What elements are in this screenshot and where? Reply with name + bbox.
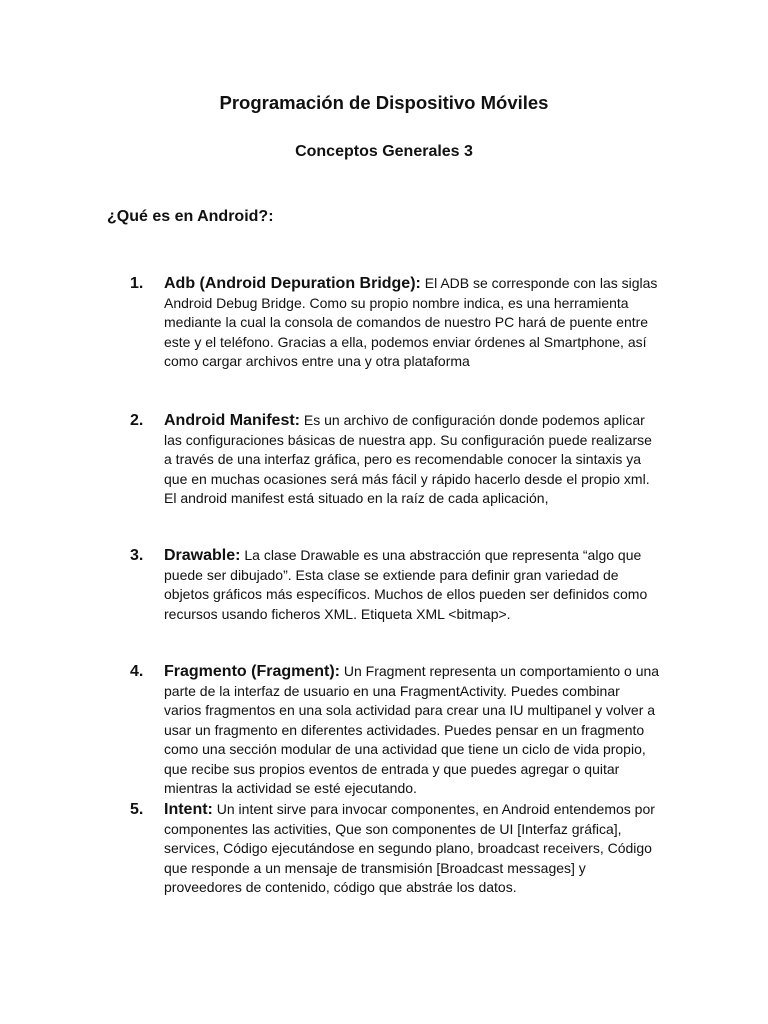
term-heading: Intent: — [164, 801, 213, 818]
term-definition: Es un archivo de configuración donde podemos aplicar las configuraciones básicas de nuestra app. Su configuración puede realizarse a través de una interfaz gráfica, pero es recomendable conocer la sintaxis ya que en muchas ocasiones será más fácil y rápido hacerlo desde el propio xml. El android manifest está situado en la raíz de cada aplicación, — [164, 412, 652, 506]
section-question: ¿Qué es en Android?: — [107, 208, 274, 225]
list-number: 4. — [130, 663, 144, 680]
list-number: 3. — [130, 547, 144, 564]
term-definition: El ADB se corresponde con las siglas Android Debug Bridge. Como su propio nombre indica, es una herramienta mediante la cual la consola de comandos de nuestro PC hará de puente entre este y el teléfono. Gracias a ella, podemos enviar órdenes al Smartphone, así como cargar archivos entre una y otra plataforma — [164, 275, 658, 369]
term-definition: Un Fragment representa un comportamiento o una parte de la interfaz de usuario en una FragmentActivity. Puedes combinar varios fragmentos en una sola actividad para crear una IU multipanel y volver a usar un fragmento en diferentes actividades. Puedes pensar en un fragmento como una sección modular de una actividad que tiene un ciclo de vida propio, que recibe sus propios eventos de entrada y que puedes agregar o quitar mientras la actividad se esté ejecutando. — [164, 663, 660, 796]
list-item-content — [164, 411, 660, 509]
list-item-content — [164, 800, 660, 898]
term-heading: Adb (Android Depuration Bridge): — [164, 275, 421, 292]
list-item-adb — [130, 274, 660, 372]
list-item-drawable — [130, 546, 660, 624]
list-item-content — [164, 274, 660, 372]
term-heading: Drawable: — [164, 547, 241, 564]
term-definition: Un intent sirve para invocar componentes, en Android entendemos por componentes las activities, Que son componentes de UI [Interfaz gráfica], services, Código ejecutándose en segundo plano, broadcast receivers, Código que responde a un mensaje de transmisión [Broadcast messages] y proveedores de contenido, código que abstráe los datos. — [164, 801, 655, 895]
list-number: 1. — [130, 275, 144, 292]
list-number: 5. — [130, 801, 144, 818]
term-definition: La clase Drawable es una abstracción que representa “algo que puede ser dibujado”. Esta clase se extiende para definir gran variedad de objetos gráficos más específicos. Muchos de ellos pueden ser definidos como recursos usando ficheros XML. Etiqueta XML <bitmap>. — [164, 547, 648, 622]
list-item-android-manifest — [130, 411, 660, 509]
list-item-intent — [130, 800, 660, 898]
list-item-content — [164, 546, 660, 624]
document-title: Programación de Dispositivo Móviles — [219, 92, 549, 113]
list-item-content — [164, 662, 660, 799]
term-heading: Fragmento (Fragment): — [164, 663, 340, 680]
term-heading: Android Manifest: — [164, 412, 300, 429]
list-item-fragment — [130, 662, 660, 799]
document-subtitle: Conceptos Generales 3 — [295, 143, 473, 160]
list-number: 2. — [130, 412, 144, 429]
